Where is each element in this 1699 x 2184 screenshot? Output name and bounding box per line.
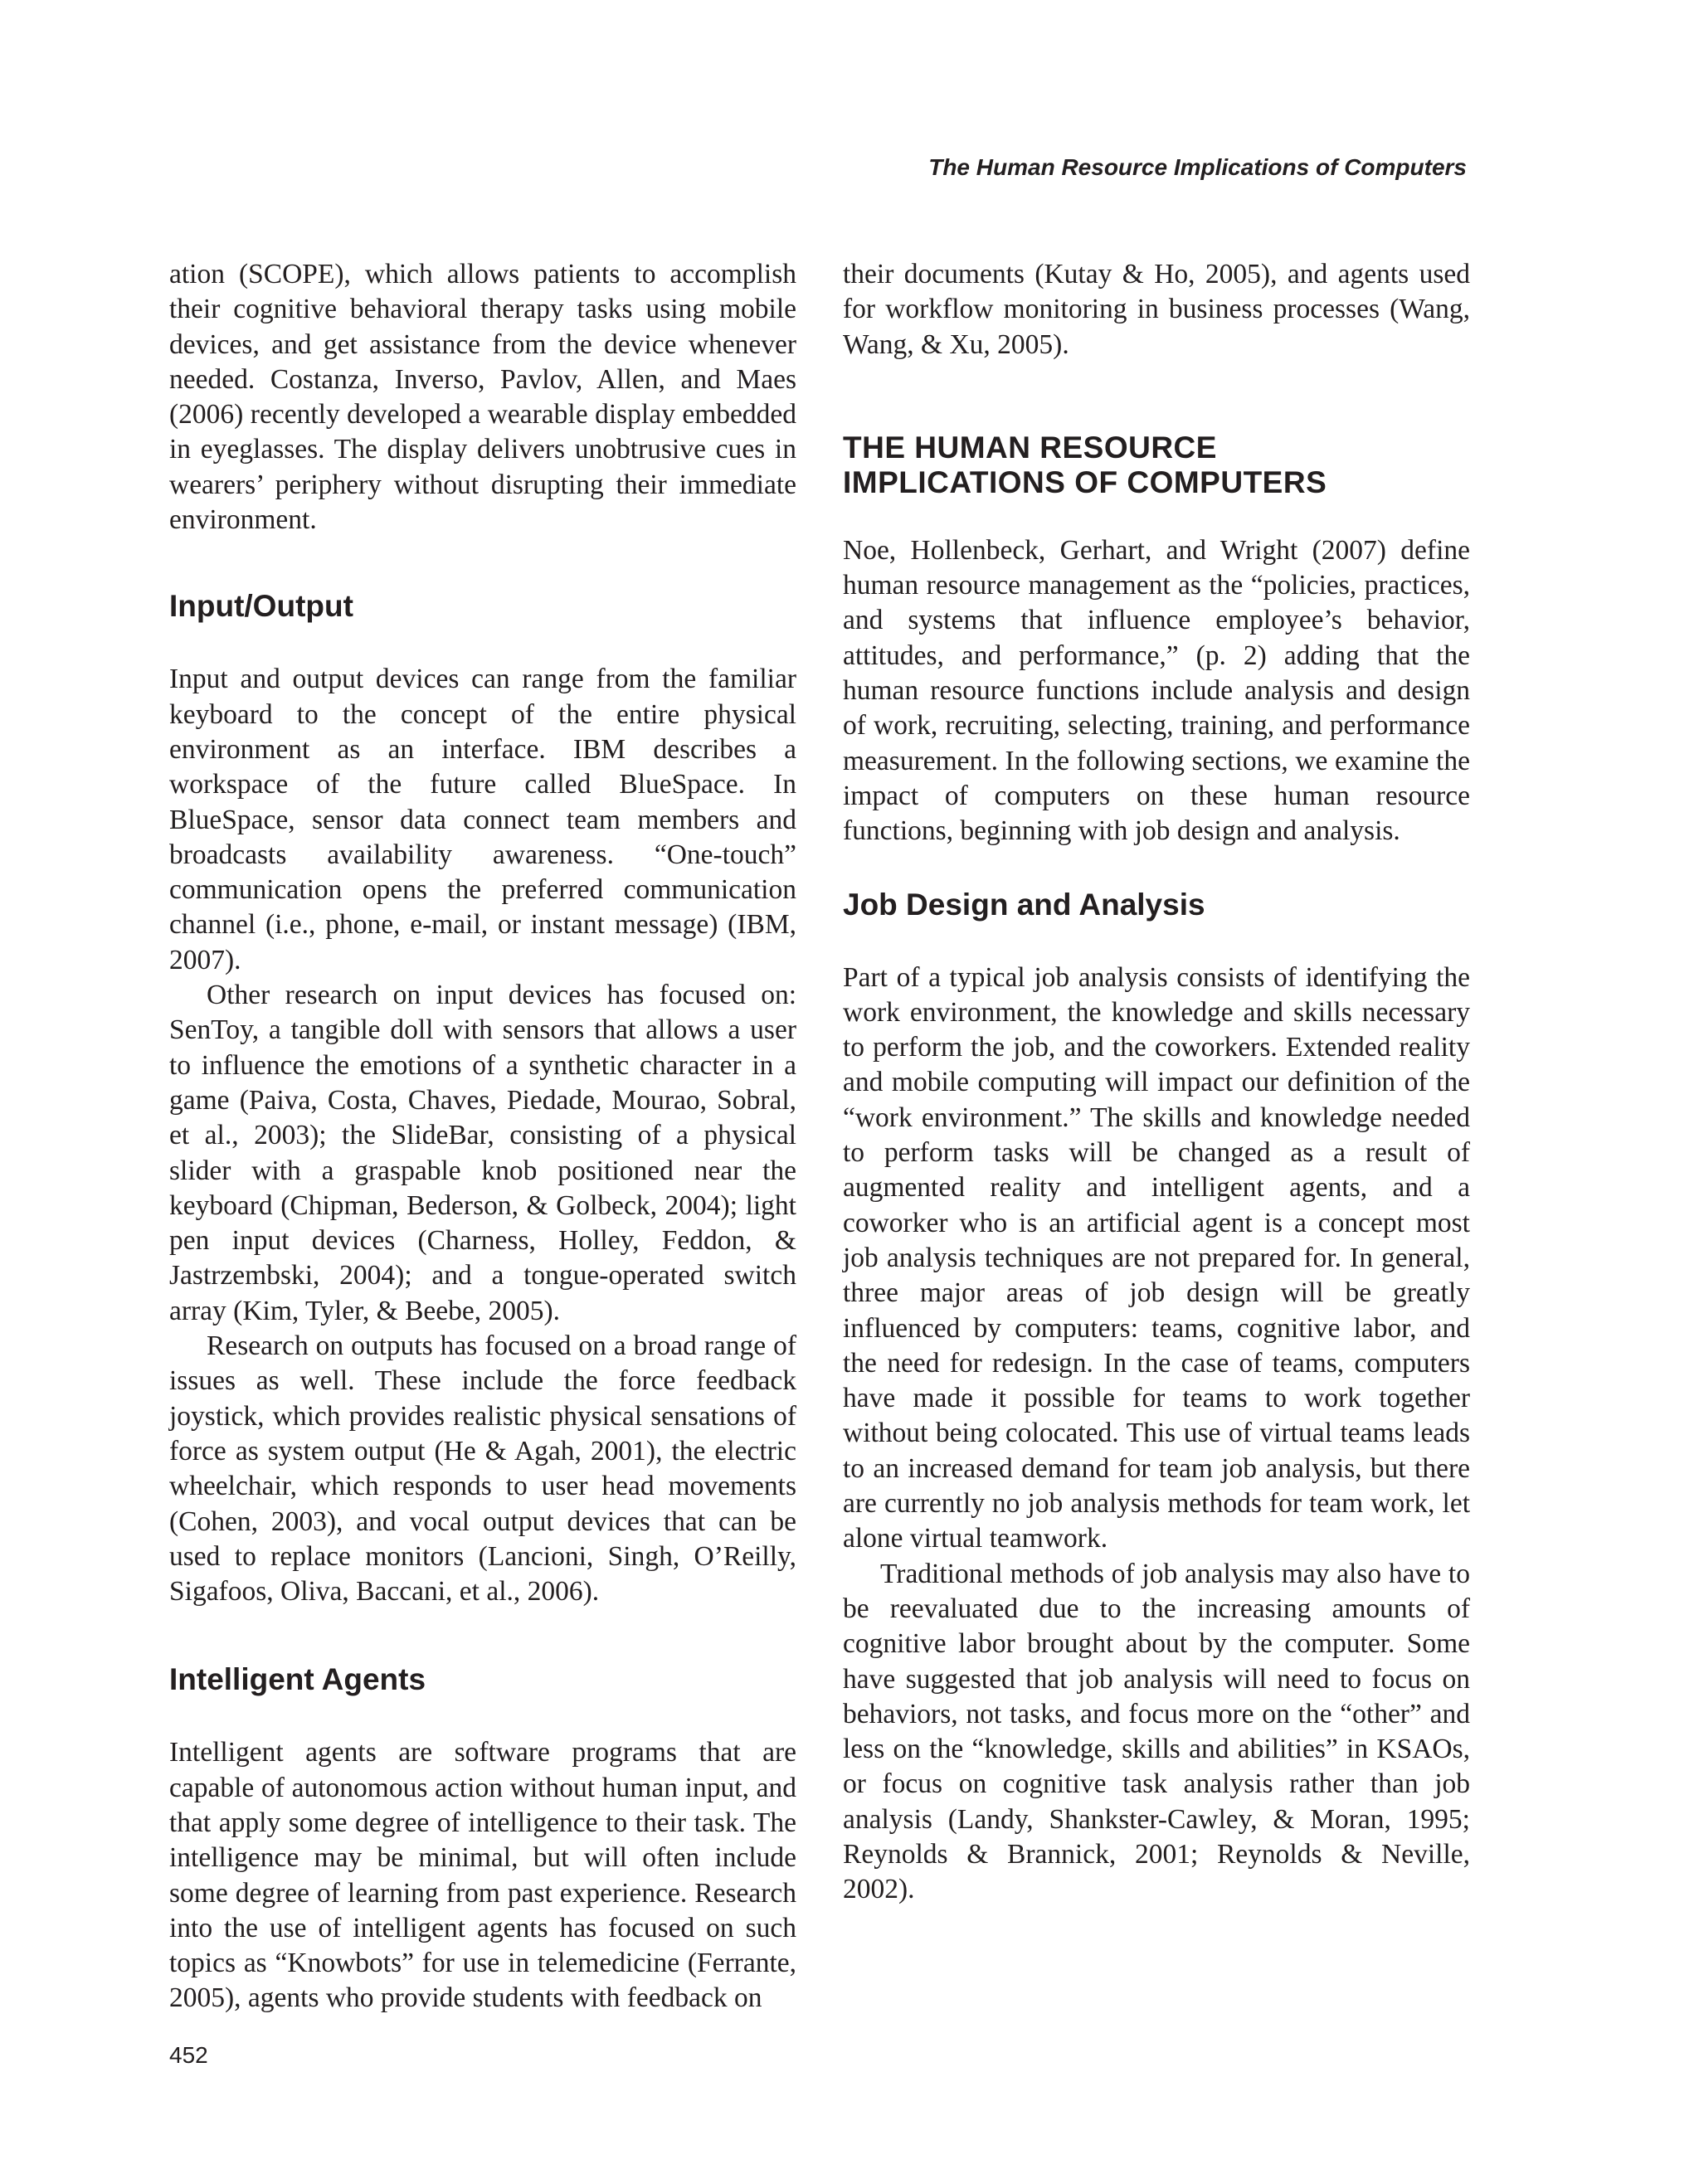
heading-hr-implications-line1: THE HUMAN RESOURCE	[843, 430, 1217, 465]
input-output-paragraph-3: Research on outputs has focused on a broad range of issues as well. These include the force feedback joystick, which provides realistic physical sensations of force as system output (He & Agah, 2001), the electric wheelchair, which responds to user head movements (Cohen, 2003), and vocal output devices that can be used to replace monitors (Lancioni, Singh, O’Reilly, Sigafoos, Oliva, Baccani, et al., 2006).	[169, 1330, 796, 1608]
right-column	[843, 257, 1470, 1908]
input-output-paragraph-2: Other research on input devices has focused on: SenToy, a tangible doll with sensors that allows a user to influence the emotions of a synthetic character in a game (Paiva, Costa, Chaves, Piedade, Mourao, Sobral, et al., 2003); the SlideBar, consisting of a physical slider with a graspable knob positioned near the keyboard (Chipman, Bederson, & Golbeck, 2004); light pen input devices (Charness, Holley, Feddon, & Jastrzembski, 2004); and a tongue-operated switch array (Kim, Tyler, & Beebe, 2005).	[169, 980, 796, 1326]
job-design-paragraph-2: Traditional methods of job analysis may also have to be reevaluated due to the increasing amounts of cognitive labor brought about by the computer. Some have suggested that job analysis will need to focus on behaviors, not tasks, and focus more on the “other” and less on the “knowledge, skills and abilities” in KSAOs, or focus on cognitive task analysis rather than job analysis (Landy, Shankster-Cawley, & Moran, 1995; Reynolds & Brannick, 2001; Reynolds & Neville, 2002).	[843, 1558, 1470, 1905]
continuation-paragraph: their documents (Kutay & Ho, 2005), and agents used for workflow monitoring in business processes (Wang, Wang, & Xu, 2005).	[843, 259, 1470, 360]
running-head: The Human Resource Implications of Computers	[928, 154, 1467, 180]
job-design-paragraph-1: Part of a typical job analysis consists of identifying the work environment, the knowledge and skills necessary to perform the job, and the coworkers. Extended reality and mobile computing will impact our definition of the “work environment.” The skills and knowledge needed to perform tasks will be changed as a result of augmented reality and intelligent agents, and a coworker who is an artificial agent is a concept most job analysis techniques are not prepared for. In general, three major areas of job design will be greatly influenced by computers: teams, cognitive labor, and the need for redesign. In the case of teams, computers have made it possible for teams to work together without being colocated. This use of virtual teams leads to an increased demand for team job analysis, but there are currently no job analysis methods for team work, let alone virtual teamwork.	[843, 961, 1470, 1554]
hr-implications-paragraph: Noe, Hollenbeck, Gerhart, and Wright (2007) define human resource management as the “policies, practices, and systems that influence employee’s behavior, attitudes, and performance,” (p. 2) adding that the human resource functions include analysis and design of work, recruiting, selecting, training, and performance measurement. In the following sections, we examine the impact of computers on these human resource functions, beginning with job design and analysis.	[843, 534, 1470, 847]
page-number: 452	[169, 2042, 208, 2068]
input-output-paragraph-1: Input and output devices can range from the familiar keyboard to the concept of the entire physical environment as an interface. IBM describes a workspace of the future called BlueSpace. In BlueSpace, sensor data connect team members and broadcasts availability awareness. “One-touch” communication opens the preferred communication channel (i.e., phone, e-mail, or instant message) (IBM, 2007).	[169, 664, 796, 975]
left-column	[169, 257, 796, 2016]
intelligent-agents-paragraph: Intelligent agents are software programs that are capable of autonomous action without human input, and that apply some degree of intelligence to their task. The intelligence may be minimal, but will often include some degree of learning from past experience. Research into the use of intelligent agents has focused on such topics as “Knowbots” for use in telemedicine (Ferrante, 2005), agents who provide students with feedback on	[169, 1737, 796, 2014]
heading-job-design: Job Design and Analysis	[843, 887, 1205, 922]
heading-hr-implications-line2: IMPLICATIONS OF COMPUTERS	[843, 465, 1327, 499]
heading-intelligent-agents: Intelligent Agents	[169, 1662, 426, 1697]
heading-input-output: Input/Output	[169, 589, 353, 624]
heading-hr-implications	[843, 430, 1470, 500]
intro-paragraph: ation (SCOPE), which allows patients to accomplish their cognitive behavioral therapy tasks using mobile devices, and get assistance from the device whenever needed. Costanza, Inverso, Pavlov, Allen, and Maes (2006) recently developed a wearable display embedded in eyeglasses. The display delivers unobtrusive cues in wearers’ periphery without disrupting their immediate environment.	[169, 259, 796, 536]
